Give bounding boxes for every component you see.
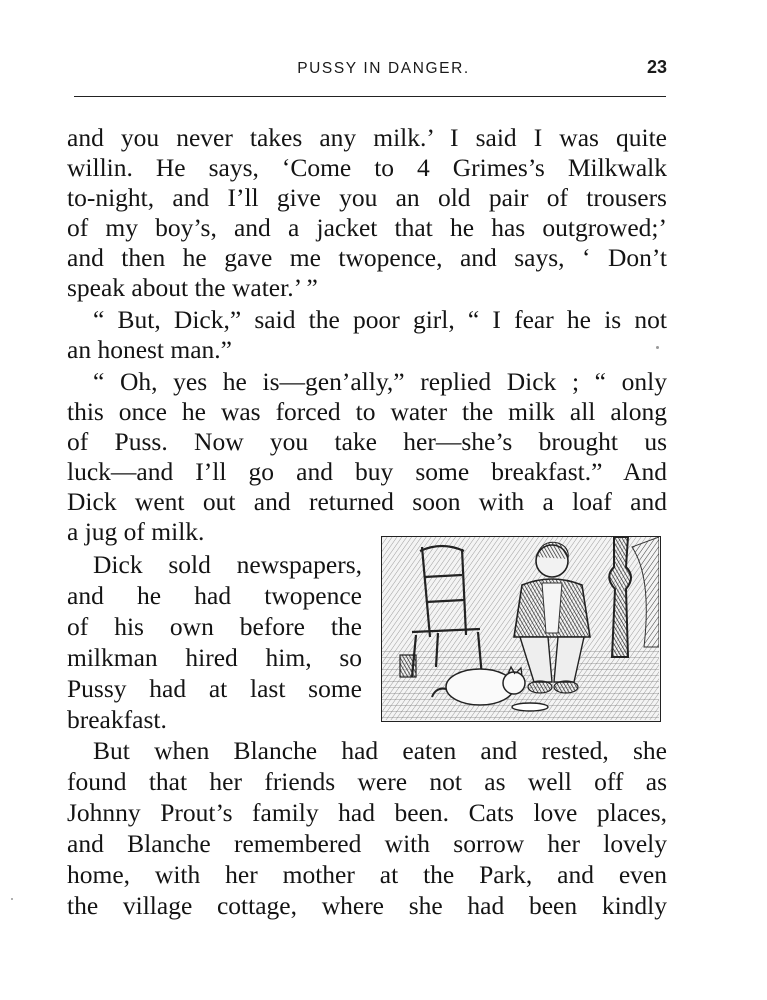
text-line: an honest man.” [67,335,232,364]
text-line: Johnny Prout’s family had been. Cats love places, [67,798,667,827]
text-line: Dick sold newspapers, [93,550,362,579]
text-line: the village cottage, where she had been kindly [67,891,667,920]
running-title: PUSSY IN DANGER. [297,60,470,77]
text-line: Pussy had at last some [67,674,362,703]
boy-and-cat-engraving [382,537,659,720]
text-line: this once he was forced to water the milk all along [67,397,667,426]
paper-speck [11,898,13,900]
text-line: Dick went out and returned soon with a loaf and [67,487,667,516]
page-number: 23 [646,57,667,77]
jug [400,655,416,677]
text-line: and you never takes any milk.’ I said I was quite [67,123,667,152]
header-rule [74,96,666,97]
engraving-illustration [381,536,661,722]
text-line: milkman hired him, so [67,643,362,672]
text-line: willin. He says, ‘Come to 4 Grimes’s Milkwalk [67,153,667,182]
text-line: “ But, Dick,” said the poor girl, “ I fear he is not [93,305,667,334]
text-line: luck—and I’ll go and buy some breakfast.” And [67,457,667,486]
text-line: home, with her mother at the Park, and even [67,860,667,889]
text-line: of Puss. Now you take her—she’s brought us [67,427,667,456]
text-line: But when Blanche had eaten and rested, she [93,736,667,765]
text-line: of my boy’s, and a jacket that he has outgrowed;’ [67,213,667,242]
paper-speck [656,346,659,349]
text-line: and Blanche remembered with sorrow her lovely [67,829,667,858]
text-line: to-night, and I’ll give you an old pair of trousers [67,183,667,212]
text-line: and he had twopence [67,581,362,610]
text-line: a jug of milk. [67,517,205,546]
milk-saucer [512,703,548,711]
text-line: “ Oh, yes he is—gen’ally,” replied Dick ; “ only [93,367,667,396]
text-line: speak about the water.’ ” [67,273,318,302]
text-line: found that her friends were not as well off as [67,767,667,796]
text-line: of his own before the [67,612,362,641]
text-line: breakfast. [67,705,167,734]
text-line: and then he gave me twopence, and says, ‘ Don’t [67,243,667,272]
